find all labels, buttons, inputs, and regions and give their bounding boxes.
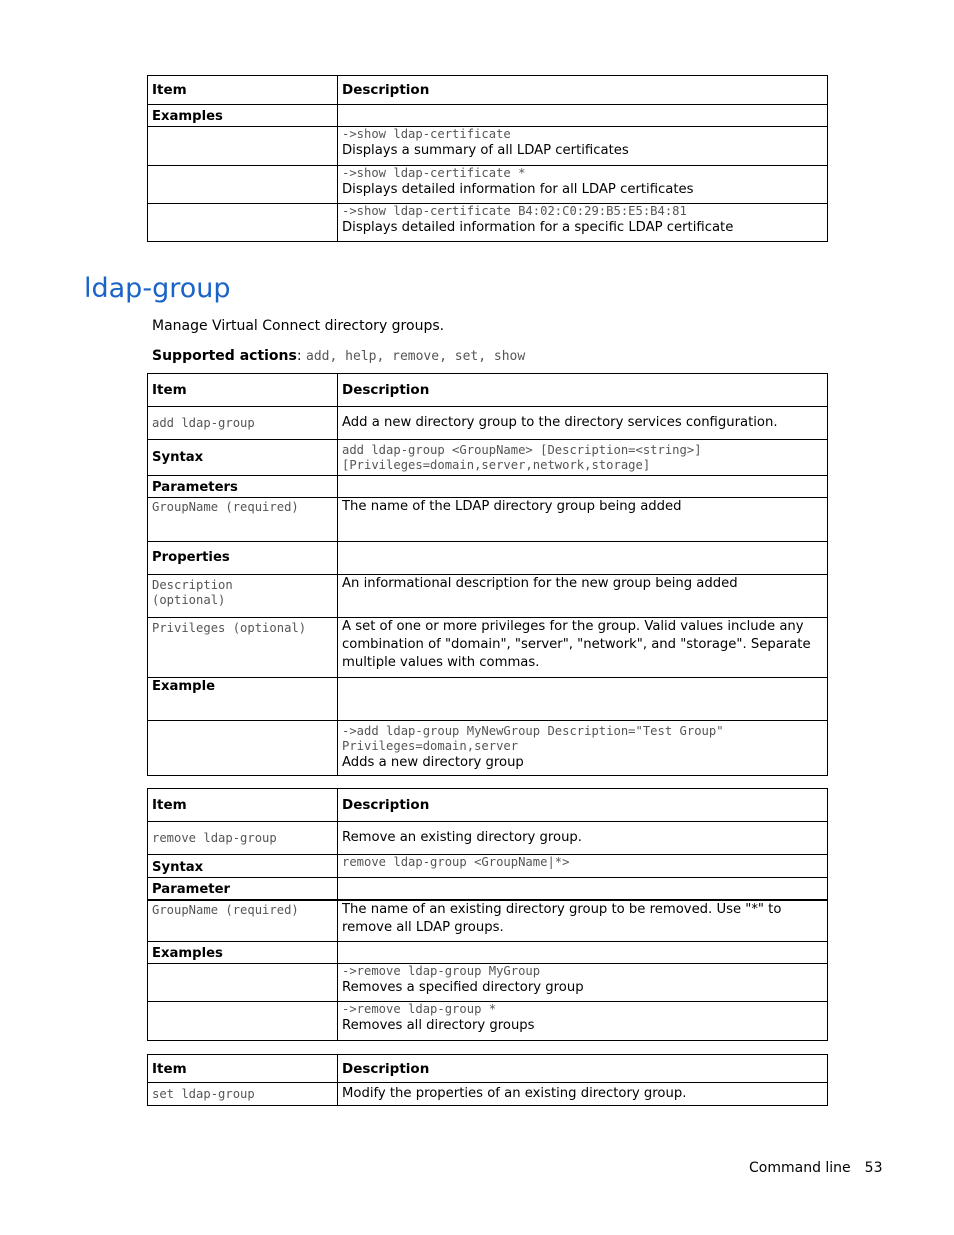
supported-actions <box>152 346 525 366</box>
supported-actions-values: add, help, remove, set, show <box>306 349 526 364</box>
header-item: Item <box>148 789 338 822</box>
example-description: Displays a summary of all LDAP certificates <box>342 143 629 158</box>
add-ldap-group-table <box>147 373 828 776</box>
example-description: Displays detailed information for a specific LDAP certificate <box>342 220 734 235</box>
syntax-label: Syntax <box>148 440 338 476</box>
property-description: An informational description for the new group being added <box>338 575 828 618</box>
supported-actions-label: Supported actions <box>152 348 297 364</box>
example-description: Adds a new directory group <box>342 755 524 770</box>
example-command: ->show ldap-certificate * <box>342 166 526 180</box>
example-description: Removes a specified directory group <box>342 980 584 995</box>
properties-label: Properties <box>148 542 338 575</box>
examples-label: Examples <box>148 942 338 964</box>
parameter-description: The name of an existing directory group to be removed. Use "*" to remove all LDAP groups. <box>338 900 828 942</box>
command-description: Remove an existing directory group. <box>338 822 828 855</box>
parameter-label: Parameter <box>148 878 338 900</box>
example-command-line-1: ->add ldap-group MyNewGroup Description="Test Group" <box>342 724 724 738</box>
header-item: Item <box>148 76 338 105</box>
header-description: Description <box>338 76 828 105</box>
example-description: Displays detailed information for all LDAP certificates <box>342 182 694 197</box>
header-description: Description <box>338 789 828 822</box>
command-name: set ldap-group <box>152 1086 255 1101</box>
example-command-line-2: Privileges=domain,server <box>342 739 519 753</box>
command-description: Add a new directory group to the directory services configuration. <box>338 407 828 440</box>
section-title: ldap-group <box>84 273 231 304</box>
syntax-label: Syntax <box>148 855 338 878</box>
parameter-name: GroupName (required) <box>152 500 299 514</box>
example-command: ->remove ldap-group MyGroup <box>342 964 541 978</box>
example-label: Example <box>148 678 338 721</box>
header-description: Description <box>338 1055 828 1083</box>
syntax-line-1: add ldap-group <GroupName> [Description=<string>] <box>342 442 702 457</box>
command-description: Modify the properties of an existing directory group. <box>338 1083 828 1106</box>
parameter-description: The name of the LDAP directory group being added <box>338 498 828 542</box>
page-footer <box>749 1158 883 1178</box>
show-ldap-certificate-examples-table <box>147 75 828 242</box>
property-name-line-2: (optional) <box>152 593 226 607</box>
table-row <box>148 204 828 242</box>
table-row <box>148 1002 828 1041</box>
command-name: remove ldap-group <box>152 830 277 845</box>
parameter-name: GroupName (required) <box>152 902 299 917</box>
parameters-label: Parameters <box>148 476 338 498</box>
table-row <box>148 166 828 204</box>
example-description: Removes all directory groups <box>342 1018 535 1033</box>
header-description: Description <box>338 374 828 407</box>
header-item: Item <box>148 1055 338 1083</box>
supported-actions-separator: : <box>296 348 307 364</box>
example-command: ->remove ldap-group * <box>342 1002 497 1016</box>
property-name: Privileges (optional) <box>152 621 307 635</box>
set-ldap-group-table <box>147 1054 828 1106</box>
table-row <box>148 127 828 166</box>
example-command: ->show ldap-certificate <box>342 127 511 141</box>
footer-section: Command line <box>749 1160 851 1176</box>
header-item: Item <box>148 374 338 407</box>
property-name-line-1: Description <box>152 578 233 592</box>
command-name: add ldap-group <box>152 415 255 430</box>
remove-ldap-group-table <box>147 788 828 1041</box>
syntax: remove ldap-group <GroupName|*> <box>342 855 570 869</box>
examples-label: Examples <box>148 105 338 127</box>
syntax-line-2: [Privileges=domain,server,network,storage] <box>342 457 651 472</box>
example-command: ->show ldap-certificate B4:02:C0:29:B5:E5:B4:81 <box>342 204 687 218</box>
section-intro: Manage Virtual Connect directory groups. <box>152 318 445 334</box>
table-row <box>148 964 828 1002</box>
property-description: A set of one or more privileges for the group. Valid values include any combination of "domain", "server", "network", and "storage". Separate multiple values with commas. <box>338 618 828 678</box>
page-number: 53 <box>864 1160 883 1176</box>
